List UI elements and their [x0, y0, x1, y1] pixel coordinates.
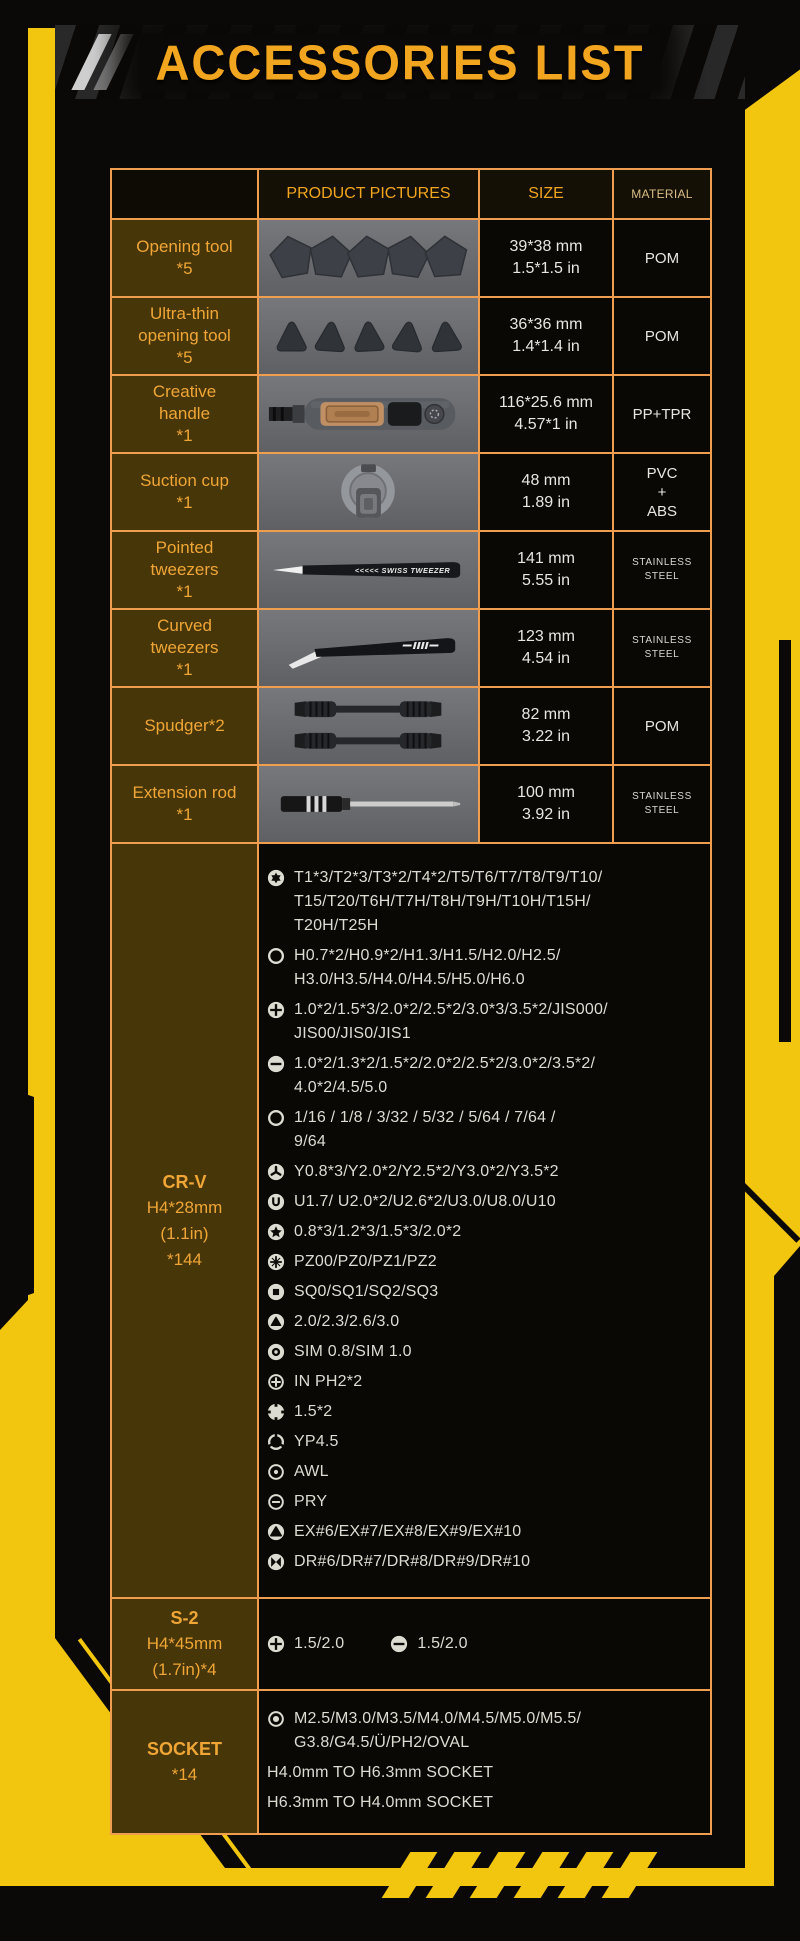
- text-line: AWL: [294, 1462, 329, 1480]
- product-name-cell: [111, 297, 258, 375]
- text-line: SIM 0.8/SIM 1.0: [294, 1342, 412, 1360]
- text-line: *1: [176, 493, 193, 512]
- sim-icon: [267, 1343, 285, 1361]
- text-line: T1*3/T2*3/T3*2/T4*2/T5/T6/T7/T8/T9/T10/: [294, 868, 603, 886]
- text-line: EX#6/EX#7/EX#8/EX#9/EX#10: [294, 1522, 522, 1540]
- product-material-cell: [613, 687, 711, 765]
- product-size-cell: [479, 453, 613, 531]
- text-line: *144: [167, 1249, 202, 1269]
- header-material: MATERIAL: [613, 169, 711, 219]
- bit-section-s-2: [111, 1598, 711, 1690]
- hazard-stripes-decoration: [382, 1852, 663, 1898]
- spec-item: [267, 1250, 702, 1274]
- text-line: *14: [171, 1765, 198, 1784]
- text-line: 1.4*1.4 in: [512, 338, 580, 355]
- top-black-band: [0, 0, 800, 28]
- ring-icon: [267, 1109, 285, 1127]
- text-line: +: [657, 483, 667, 501]
- text-line: 1.89 in: [521, 494, 571, 511]
- spec-item: [390, 1632, 467, 1656]
- spec-text: [294, 1160, 559, 1184]
- product-image-cell: [258, 453, 479, 531]
- spec-text: [294, 1632, 344, 1656]
- text-line: *1: [176, 660, 193, 679]
- text-line: IN PH2*2: [294, 1372, 363, 1390]
- spec-item: [267, 866, 702, 938]
- text-line: H3.0/H3.5/H4.0/H4.5/H5.0/H6.0: [294, 970, 525, 988]
- product-image-cell: [258, 609, 479, 687]
- spec-text: [294, 1052, 595, 1100]
- bit-section-label: [111, 1598, 258, 1690]
- text-line: tweezers: [150, 638, 219, 657]
- text-line: 4.57*1 in: [514, 416, 578, 433]
- product-image-cell: [258, 297, 479, 375]
- spec-text: [294, 1430, 339, 1454]
- text-line: *1: [176, 582, 193, 601]
- product-size-cell: [479, 375, 613, 453]
- text-line: 1.5/2.0: [294, 1635, 345, 1652]
- text-line: SQ0/SQ1/SQ2/SQ3: [294, 1282, 439, 1300]
- torx-icon: [267, 869, 285, 887]
- opening-tool-image: [259, 221, 478, 295]
- text-line: S-2: [170, 1608, 199, 1628]
- text-line: 36*36 mm: [509, 316, 583, 333]
- product-row-suction-cup: [111, 453, 711, 531]
- ex-torx-icon: [267, 1523, 285, 1541]
- product-image-cell: [258, 219, 479, 297]
- text-line: M2.5/M3.0/M3.5/M4.0/M4.5/M5.0/M5.5/: [294, 1710, 582, 1727]
- text-line: H4.0mm TO H6.3mm SOCKET: [267, 1764, 494, 1781]
- text-line: POM: [644, 717, 680, 735]
- text-line: U1.7/ U2.0*2/U2.6*2/U3.0/U8.0/U10: [294, 1192, 556, 1210]
- star5-icon: [267, 1223, 285, 1241]
- product-row-extension-rod: [111, 765, 711, 843]
- right-diagonal-accent: [740, 1182, 800, 1243]
- text-line: Curved: [157, 616, 212, 635]
- spec-text: [294, 1310, 399, 1334]
- spec-text: [294, 1490, 327, 1514]
- text-line: H4*28mm: [146, 1197, 223, 1217]
- text-line: Opening tool: [136, 237, 233, 256]
- pointed-tweezers-image: [259, 533, 478, 607]
- product-name-cell: [111, 687, 258, 765]
- spec-item: [267, 1632, 344, 1656]
- text-line: T15/T20/T6H/T7H/T8H/T9H/T10H/T15H/: [294, 892, 591, 910]
- y-type-icon: [267, 1163, 285, 1181]
- spec-item: [267, 1160, 702, 1184]
- text-line: PZ00/PZ0/PZ1/PZ2: [294, 1252, 437, 1270]
- text-line: STEEL: [644, 649, 680, 660]
- spec-text: [294, 1250, 437, 1274]
- spec-item: [267, 1550, 702, 1574]
- spudger-image: [259, 689, 478, 763]
- slotted-icon: [267, 1055, 285, 1073]
- socket-icon: [267, 1710, 285, 1728]
- spec-item: [267, 1052, 702, 1100]
- text-line: 4.54 in: [521, 650, 571, 667]
- spec-item: [267, 1340, 702, 1364]
- spec-text: [294, 1520, 521, 1544]
- creative-handle-image: [259, 377, 478, 451]
- extension-rod-image: [259, 767, 478, 841]
- product-row-curved-tweezers: [111, 609, 711, 687]
- spec-item: [267, 1370, 702, 1394]
- text-line: *5: [176, 348, 193, 367]
- text-line: STAINLESS: [632, 635, 692, 646]
- product-name-cell: [111, 219, 258, 297]
- product-material-cell: [613, 297, 711, 375]
- bit-section-socket: [111, 1690, 711, 1834]
- product-material-cell: [613, 531, 711, 609]
- product-row-opening-tool: [111, 219, 711, 297]
- product-row-pointed-tweezers: [111, 531, 711, 609]
- bit-section-cr-v: [111, 843, 711, 1598]
- product-material-cell: [613, 765, 711, 843]
- spec-text: [267, 1791, 493, 1815]
- product-row-ultra-thin-opening-tool: [111, 297, 711, 375]
- text-line: 1/16 / 1/8 / 3/32 / 5/32 / 5/64 / 7/64 /: [294, 1108, 556, 1126]
- text-line: Suction cup: [140, 471, 229, 490]
- right-accent-bar: [779, 640, 791, 1042]
- text-line: opening tool: [138, 326, 231, 345]
- spec-item: [267, 1190, 702, 1214]
- spec-text: [294, 1340, 412, 1364]
- text-line: PVC: [646, 464, 678, 482]
- spec-item: [267, 1430, 702, 1454]
- spec-item: [267, 1520, 702, 1544]
- product-name-cell: [111, 453, 258, 531]
- text-line: POM: [644, 249, 680, 267]
- product-size-cell: [479, 687, 613, 765]
- product-image-cell: [258, 531, 479, 609]
- spec-text: [294, 944, 561, 992]
- spec-text: [294, 998, 608, 1046]
- text-line: 1.5*2: [294, 1402, 333, 1420]
- text-line: 100 mm: [517, 784, 575, 801]
- triangle-icon: [267, 1313, 285, 1331]
- spec-text: [294, 866, 602, 938]
- spec-text: [294, 1190, 556, 1214]
- spec-item: [267, 1106, 702, 1154]
- text-line: STEEL: [644, 805, 680, 816]
- pry-icon: [267, 1493, 285, 1511]
- text-line: JIS00/JIS0/JIS1: [294, 1024, 411, 1042]
- text-line: 1.5/2.0: [417, 1635, 468, 1652]
- text-line: 123 mm: [517, 628, 575, 645]
- awl-icon: [267, 1463, 285, 1481]
- text-line: (1.1in): [160, 1223, 209, 1243]
- phillips-icon: [267, 1001, 285, 1019]
- text-line: G3.8/G4.5/Ü/PH2/OVAL: [294, 1734, 470, 1751]
- spec-text: [294, 1400, 332, 1424]
- text-line: 82 mm: [521, 706, 571, 723]
- product-row-creative-handle: [111, 375, 711, 453]
- spec-item: [267, 1280, 702, 1304]
- text-line: H6.3mm TO H4.0mm SOCKET: [267, 1794, 494, 1811]
- spec-item: [267, 1220, 702, 1244]
- text-line: *5: [176, 259, 193, 278]
- text-line: 2.0/2.3/2.6/3.0: [294, 1312, 400, 1330]
- product-size-cell: [479, 297, 613, 375]
- notch4-icon: [267, 1403, 285, 1421]
- accessories-table: [110, 168, 712, 1835]
- spec-text: [294, 1460, 329, 1484]
- page-title: ACCESSORIES LIST: [139, 33, 660, 90]
- text-line: 0.8*3/1.2*3/1.5*3/2.0*2: [294, 1222, 462, 1240]
- text-line: T20H/T25H: [294, 916, 379, 934]
- spec-item: [267, 1490, 702, 1514]
- curved-tweezers-image: [259, 611, 478, 685]
- spec-item: [267, 1707, 702, 1755]
- product-material-cell: [613, 219, 711, 297]
- text-line: *1: [176, 805, 193, 824]
- right-edge-strip: [774, 1246, 800, 1941]
- yp-icon: [267, 1433, 285, 1451]
- spec-text: [267, 1761, 493, 1785]
- suction-cup-image: [259, 455, 478, 529]
- square-icon: [267, 1283, 285, 1301]
- text-line: 141 mm: [517, 550, 575, 567]
- product-material-cell: [613, 375, 711, 453]
- spec-item: [267, 944, 702, 992]
- text-line: Pointed: [155, 538, 214, 557]
- ultra-thin-opening-tool-image: [259, 299, 478, 373]
- product-name-cell: [111, 765, 258, 843]
- product-image-cell: [258, 765, 479, 843]
- u-type-icon: [267, 1193, 285, 1211]
- text-line: Ultra-thin: [150, 304, 219, 323]
- text-line: (1.7in)*4: [152, 1660, 217, 1679]
- table-header-row: [111, 169, 711, 219]
- text-line: PP+TPR: [632, 405, 692, 423]
- product-size-cell: [479, 531, 613, 609]
- text-line: PRY: [294, 1492, 328, 1510]
- text-line: tweezers: [150, 560, 219, 579]
- text-line: 4.0*2/4.5/5.0: [294, 1078, 388, 1096]
- title-band: [55, 25, 745, 99]
- header-size: SIZE: [479, 169, 613, 219]
- text-line: Creative: [152, 382, 217, 401]
- product-row-spudger: [111, 687, 711, 765]
- bit-section-content: [258, 1690, 711, 1834]
- product-size-cell: [479, 765, 613, 843]
- phillips-icon: [267, 1635, 285, 1653]
- spec-text: [294, 1370, 362, 1394]
- product-image-cell: [258, 375, 479, 453]
- spec-text: [294, 1106, 556, 1154]
- text-line: STAINLESS: [632, 557, 692, 568]
- product-name-cell: [111, 375, 258, 453]
- text-line: SOCKET: [146, 1739, 222, 1759]
- spec-item: [267, 1460, 702, 1484]
- text-line: Extension rod: [132, 783, 237, 802]
- product-material-cell: [613, 609, 711, 687]
- spec-text: [294, 1550, 530, 1574]
- text-line: 1.5*1.5 in: [512, 260, 580, 277]
- text-line: STEEL: [644, 571, 680, 582]
- text-line: STAINLESS: [632, 791, 692, 802]
- text-line: 39*38 mm: [509, 238, 583, 255]
- spec-text: [294, 1220, 461, 1244]
- product-size-cell: [479, 609, 613, 687]
- spec-item: [267, 1400, 702, 1424]
- pozidriv-icon: [267, 1253, 285, 1271]
- text-line: 3.92 in: [521, 806, 571, 823]
- product-name-cell: [111, 531, 258, 609]
- spec-text: [417, 1632, 467, 1656]
- bit-section-label: [111, 1690, 258, 1834]
- text-line: 1.0*2/1.3*2/1.5*2/2.0*2/2.5*2/3.0*2/3.5*2/: [294, 1054, 596, 1072]
- text-line: YP4.5: [294, 1432, 339, 1450]
- product-material-cell: [613, 453, 711, 531]
- phillips-outline-icon: [267, 1373, 285, 1391]
- text-line: Spudger*2: [144, 716, 225, 735]
- text-line: DR#6/DR#7/DR#8/DR#9/DR#10: [294, 1552, 531, 1570]
- text-line: 48 mm: [521, 472, 571, 489]
- spec-text: [294, 1707, 581, 1755]
- slotted-icon: [390, 1635, 408, 1653]
- top-right-corner-block: [742, 0, 800, 112]
- product-name-cell: [111, 609, 258, 687]
- text-line: *1: [176, 426, 193, 445]
- text-line: handle: [158, 404, 211, 423]
- inline-spec-group: [267, 1632, 702, 1656]
- spec-text: [294, 1280, 438, 1304]
- spec-item: [267, 1761, 702, 1785]
- text-line: 1.0*2/1.5*3/2.0*2/2.5*2/3.0*3/3.5*2/JIS000/: [294, 1000, 608, 1018]
- text-line: 5.55 in: [521, 572, 571, 589]
- header-product-pictures: PRODUCT PICTURES: [258, 169, 479, 219]
- header-empty-cell: [111, 169, 258, 219]
- text-line: POM: [644, 327, 680, 345]
- text-line: Y0.8*3/Y2.0*2/Y2.5*2/Y3.0*2/Y3.5*2: [294, 1162, 559, 1180]
- text-line: H0.7*2/H0.9*2/H1.3/H1.5/H2.0/H2.5/: [294, 946, 561, 964]
- text-line: 3.22 in: [521, 728, 571, 745]
- text-line: 9/64: [294, 1132, 326, 1150]
- product-size-cell: [479, 219, 613, 297]
- spec-item: [267, 1791, 702, 1815]
- spec-item: [267, 998, 702, 1046]
- text-line: H4*45mm: [146, 1634, 223, 1653]
- text-line: CR-V: [162, 1171, 207, 1192]
- tweezer-brand-text: <<<<< SWISS TWEEZER: [354, 565, 451, 575]
- dr-icon: [267, 1553, 285, 1571]
- bit-section-content: [258, 1598, 711, 1690]
- left-accent-bar: [0, 1085, 34, 1305]
- product-image-cell: [258, 687, 479, 765]
- spec-item: [267, 1310, 702, 1334]
- ring-icon: [267, 947, 285, 965]
- bit-section-label: [111, 843, 258, 1598]
- bit-section-content: [258, 843, 711, 1598]
- text-line: ABS: [646, 502, 677, 520]
- text-line: 116*25.6 mm: [499, 394, 593, 411]
